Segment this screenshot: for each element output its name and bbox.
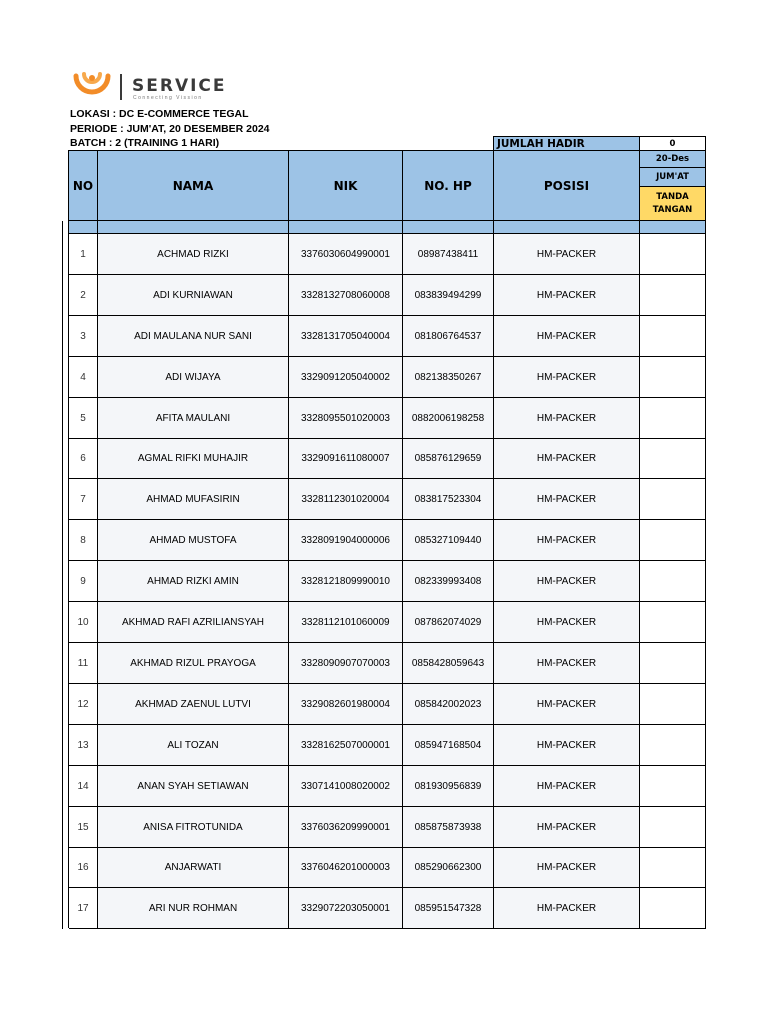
row-hp: 085875873938 — [403, 807, 494, 848]
row-posisi: HM-PACKER — [494, 357, 640, 398]
row-number: 7 — [69, 479, 98, 520]
row-posisi: HM-PACKER — [494, 398, 640, 439]
logo-separator — [120, 74, 122, 100]
row-nama: AKHMAD ZAENUL LUTVI — [98, 684, 289, 725]
row-hp: 082339993408 — [403, 561, 494, 602]
table-outer-left-border — [62, 221, 63, 929]
subheader-strip-cell — [494, 221, 640, 234]
row-hp: 0858428059643 — [403, 643, 494, 684]
row-nik: 3328112101060009 — [289, 602, 403, 643]
row-nama: AHMAD MUSTOFA — [98, 520, 289, 561]
row-number: 14 — [69, 766, 98, 807]
row-number: 11 — [69, 643, 98, 684]
row-hp: 082138350267 — [403, 357, 494, 398]
header-nik: NIK — [289, 151, 403, 221]
row-nik: 3329082601980004 — [289, 684, 403, 725]
row-nik: 3329091205040002 — [289, 357, 403, 398]
row-hp: 085951547328 — [403, 888, 494, 929]
header-signature-tanda: TANDA — [656, 191, 689, 202]
row-number: 4 — [69, 357, 98, 398]
row-number: 5 — [69, 398, 98, 439]
subheader-strip-cell — [69, 221, 98, 234]
row-nik: 3328162507000001 — [289, 725, 403, 766]
row-posisi: HM-PACKER — [494, 807, 640, 848]
row-posisi: HM-PACKER — [494, 520, 640, 561]
row-posisi: HM-PACKER — [494, 275, 640, 316]
row-signature-cell — [640, 520, 706, 561]
row-hp: 081930956839 — [403, 766, 494, 807]
row-signature-cell — [640, 725, 706, 766]
row-number: 2 — [69, 275, 98, 316]
row-nama: ADI MAULANA NUR SANI — [98, 316, 289, 357]
row-posisi: HM-PACKER — [494, 439, 640, 479]
service-logo — [72, 68, 232, 104]
row-nama: ADI KURNIAWAN — [98, 275, 289, 316]
logo-wordmark: SERVICE — [132, 76, 227, 96]
row-signature-cell — [640, 888, 706, 929]
periode-label: PERIODE : JUM'AT, 20 DESEMBER 2024 — [70, 123, 270, 135]
subheader-strip-cell — [640, 221, 706, 234]
row-hp: 081806764537 — [403, 316, 494, 357]
row-hp: 085842002023 — [403, 684, 494, 725]
jumlah-hadir-value: 0 — [640, 137, 706, 151]
header-nama: NAMA — [98, 151, 289, 221]
row-posisi: HM-PACKER — [494, 602, 640, 643]
row-nik: 3329091611080007 — [289, 439, 403, 479]
row-nama: AHMAD MUFASIRIN — [98, 479, 289, 520]
row-posisi: HM-PACKER — [494, 643, 640, 684]
header-no-hp: NO. HP — [403, 151, 494, 221]
header-signature — [640, 187, 706, 221]
row-posisi: HM-PACKER — [494, 316, 640, 357]
row-hp: 085876129659 — [403, 439, 494, 479]
batch-label: BATCH : 2 (TRAINING 1 HARI) — [70, 137, 220, 149]
row-nama: AGMAL RIFKI MUHAJIR — [98, 439, 289, 479]
row-number: 13 — [69, 725, 98, 766]
row-nama: ADI WIJAYA — [98, 357, 289, 398]
row-nama: ALI TOZAN — [98, 725, 289, 766]
jumlah-hadir-label: JUMLAH HADIR — [494, 137, 640, 151]
header-posisi: POSISI — [494, 151, 640, 221]
row-signature-cell — [640, 807, 706, 848]
row-number: 15 — [69, 807, 98, 848]
service-logo-icon — [72, 68, 112, 102]
row-posisi: HM-PACKER — [494, 766, 640, 807]
row-nik: 3328132708060008 — [289, 275, 403, 316]
row-posisi: HM-PACKER — [494, 725, 640, 766]
row-posisi: HM-PACKER — [494, 684, 640, 725]
row-nama: ARI NUR ROHMAN — [98, 888, 289, 929]
row-nama: ANISA FITROTUNIDA — [98, 807, 289, 848]
row-nama: ACHMAD RIZKI — [98, 234, 289, 275]
row-hp: 085327109440 — [403, 520, 494, 561]
row-nama: AFITA MAULANI — [98, 398, 289, 439]
row-signature-cell — [640, 275, 706, 316]
row-number: 9 — [69, 561, 98, 602]
row-posisi: HM-PACKER — [494, 561, 640, 602]
row-nama: ANJARWATI — [98, 848, 289, 888]
row-signature-cell — [640, 439, 706, 479]
logo-tagline: Connecting Vission — [133, 95, 203, 101]
row-hp: 085290662300 — [403, 848, 494, 888]
row-nama: AKHMAD RIZUL PRAYOGA — [98, 643, 289, 684]
row-nik: 3307141008020002 — [289, 766, 403, 807]
row-hp: 0882006198258 — [403, 398, 494, 439]
row-number: 8 — [69, 520, 98, 561]
subheader-strip-cell — [98, 221, 289, 234]
row-posisi: HM-PACKER — [494, 848, 640, 888]
row-nik: 3328090907070003 — [289, 643, 403, 684]
row-signature-cell — [640, 357, 706, 398]
row-posisi: HM-PACKER — [494, 234, 640, 275]
row-nik: 3328091904000006 — [289, 520, 403, 561]
row-nik: 3328131705040004 — [289, 316, 403, 357]
row-signature-cell — [640, 398, 706, 439]
row-nama: AKHMAD RAFI AZRILIANSYAH — [98, 602, 289, 643]
row-nik: 3376030604990001 — [289, 234, 403, 275]
row-nama: ANAN SYAH SETIAWAN — [98, 766, 289, 807]
row-hp: 083817523304 — [403, 479, 494, 520]
row-hp: 085947168504 — [403, 725, 494, 766]
row-number: 10 — [69, 602, 98, 643]
row-signature-cell — [640, 766, 706, 807]
row-signature-cell — [640, 234, 706, 275]
row-signature-cell — [640, 561, 706, 602]
row-number: 3 — [69, 316, 98, 357]
row-nik: 3328112301020004 — [289, 479, 403, 520]
header-no: NO — [69, 151, 98, 221]
row-hp: 083839494299 — [403, 275, 494, 316]
row-hp: 08987438411 — [403, 234, 494, 275]
row-nik: 3376036209990001 — [289, 807, 403, 848]
row-posisi: HM-PACKER — [494, 888, 640, 929]
row-nik: 3329072203050001 — [289, 888, 403, 929]
row-number: 17 — [69, 888, 98, 929]
row-nik: 3376046201000003 — [289, 848, 403, 888]
row-number: 1 — [69, 234, 98, 275]
row-number: 12 — [69, 684, 98, 725]
row-signature-cell — [640, 479, 706, 520]
row-signature-cell — [640, 684, 706, 725]
row-nik: 3328121809990010 — [289, 561, 403, 602]
row-number: 6 — [69, 439, 98, 479]
header-date: 20-Des — [640, 151, 706, 168]
row-posisi: HM-PACKER — [494, 479, 640, 520]
row-signature-cell — [640, 643, 706, 684]
row-signature-cell — [640, 602, 706, 643]
lokasi-label: LOKASI : DC E-COMMERCE TEGAL — [70, 108, 249, 120]
row-signature-cell — [640, 316, 706, 357]
row-nama: AHMAD RIZKI AMIN — [98, 561, 289, 602]
row-hp: 087862074029 — [403, 602, 494, 643]
subheader-strip-cell — [289, 221, 403, 234]
subheader-strip-cell — [403, 221, 494, 234]
row-number: 16 — [69, 848, 98, 888]
header-day: JUM'AT — [640, 168, 706, 187]
row-nik: 3328095501020003 — [289, 398, 403, 439]
header-signature-tangan: TANGAN — [652, 204, 693, 215]
row-signature-cell — [640, 848, 706, 888]
